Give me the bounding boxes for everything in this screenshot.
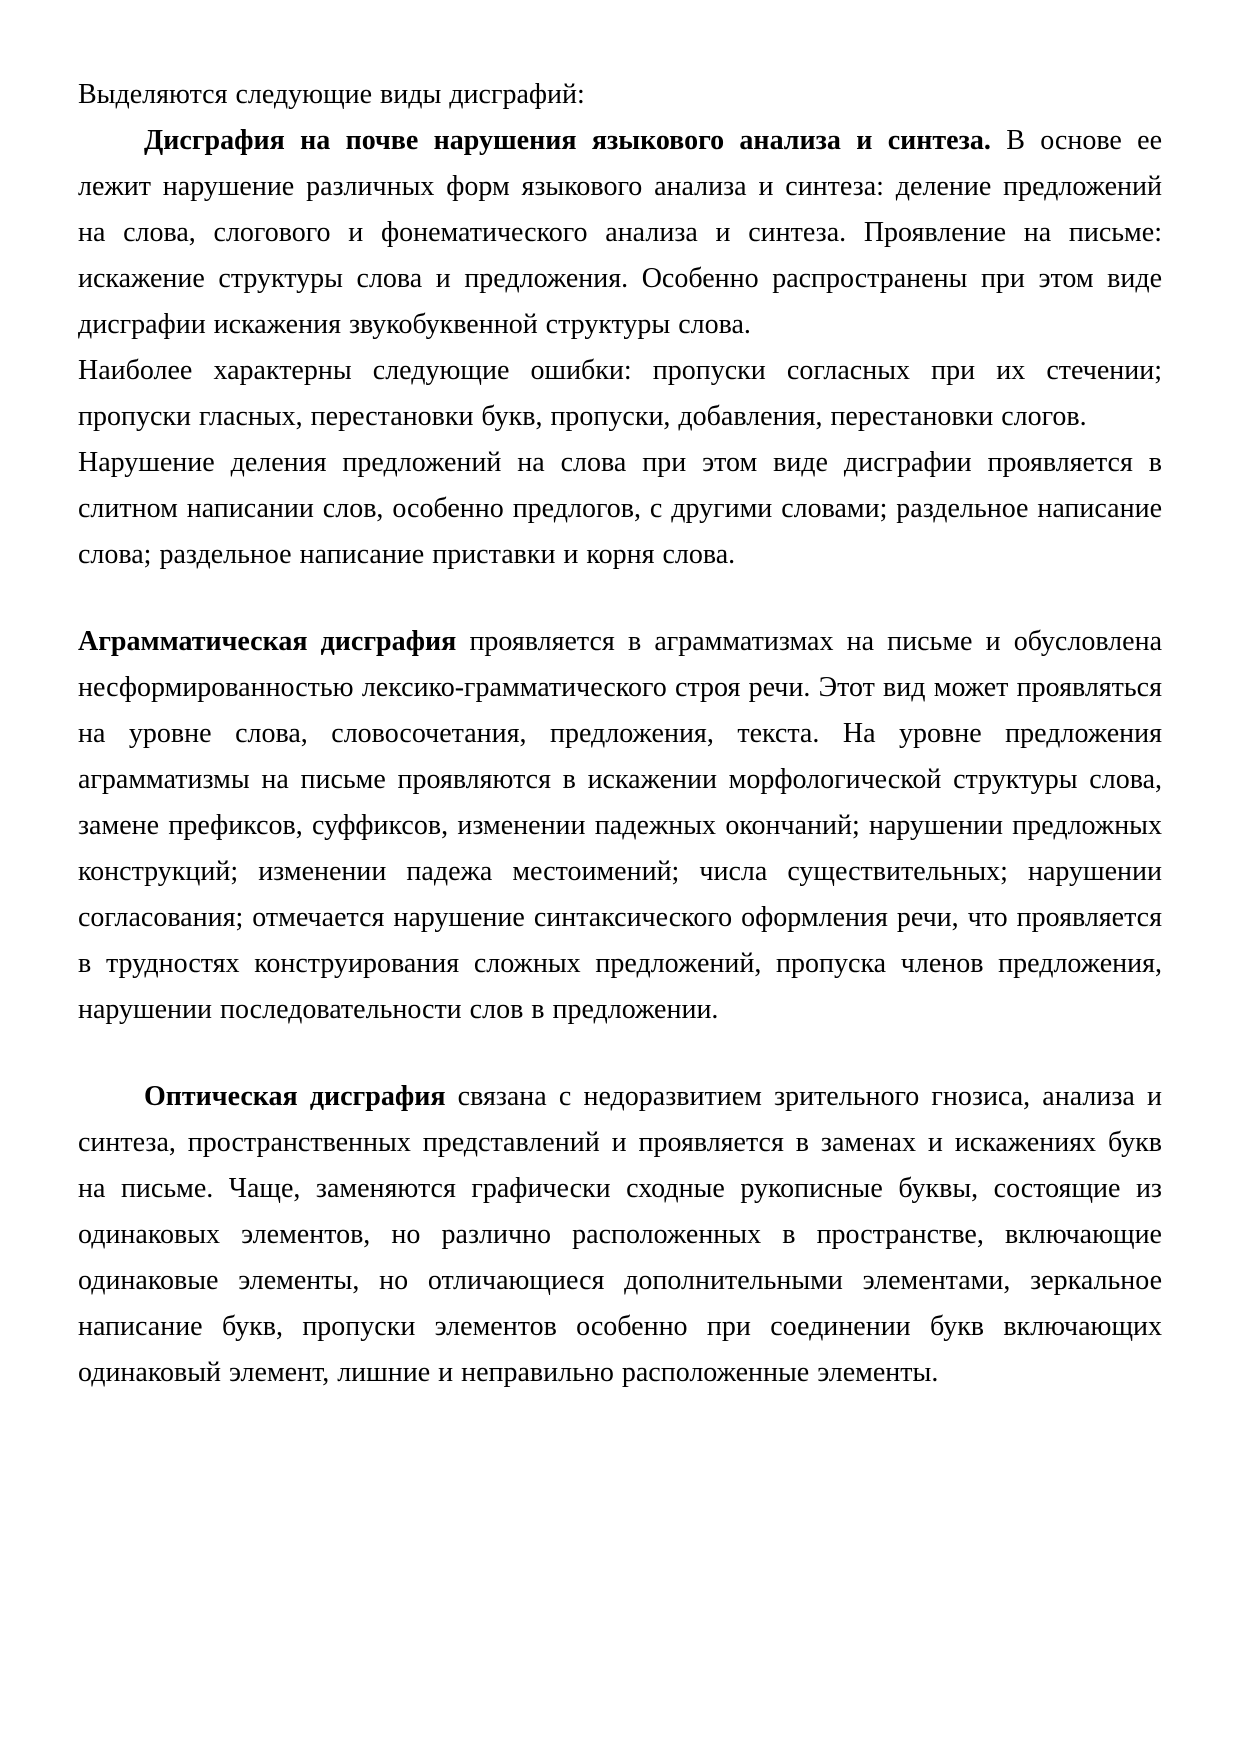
text-run: В основе ее лежит нарушение различных форм языкового анализа и синтеза: деление предложений на слова, слогового и фонематического анализа и синтеза. Проявление на письме: искажение структуры слова и предложения. Особенно распространены при этом виде дисграфии искажения звукобуквенной структуры слова. [78, 125, 1163, 340]
paragraph-typical-errors [78, 348, 1162, 440]
dysgraphia-term-bold: Аграмматическая дисграфия [78, 626, 457, 657]
paragraph-optical-dysgraphia [78, 1074, 1162, 1396]
paragraph-language-analysis-synthesis-dysgraphia [78, 118, 1162, 348]
paragraph-sentence-division-violation [78, 440, 1162, 578]
paragraph-agrammatic-dysgraphia [78, 619, 1162, 1033]
dysgraphia-term-bold: Оптическая дисграфия [144, 1081, 446, 1112]
dysgraphia-term-bold: Дисграфия на почве нарушения языкового анализа и синтеза. [144, 125, 991, 156]
text-run: Нарушение деления предложений на слова при этом виде дисграфии проявляется в слитном написании слов, особенно предлогов, с другими словами; раздельное написание слова; раздельное написание приставки и корня слова. [78, 447, 1162, 570]
text-run: Выделяются следующие виды дисграфий: [78, 79, 585, 110]
text-run: связана с недоразвитием зрительного гнозиса, анализа и синтеза, пространственных представлений и проявляется в заменах и искажениях букв на письме. Чаще, заменяются графически сходные рукописные буквы, состоящие из одинаковых элементов, но различно расположенных в пространстве, включающие одинаковые элементы, но отличающиеся дополнительными элементами, зеркальное написание букв, пропуски элементов особенно при соединении букв включающих одинаковый элемент, лишние и неправильно расположенные элементы. [78, 1081, 1162, 1388]
paragraph-types-intro [78, 72, 1162, 118]
text-run: проявляется в аграмматизмах на письме и обусловлена несформированностью лексико-грамматического строя речи. Этот вид может проявляться на уровне слова, словосочетания, предложения, текста. На уровне предложения аграмматизмы на письме проявляются в искажении морфологической структуры слова, замене префиксов, суффиксов, изменении падежных окончаний; нарушении предложных конструкций; изменении падежа местоимений; числа существительных; нарушении согласования; отмечается нарушение синтаксического оформления речи, что проявляется в трудностях конструирования сложных предложений, пропуска членов предложения, нарушении последовательности слов в предложении. [78, 626, 1162, 1025]
text-run: Наиболее характерны следующие ошибки: пропуски согласных при их стечении; пропуски гласных, перестановки букв, пропуски, добавления, перестановки слогов. [78, 355, 1162, 432]
